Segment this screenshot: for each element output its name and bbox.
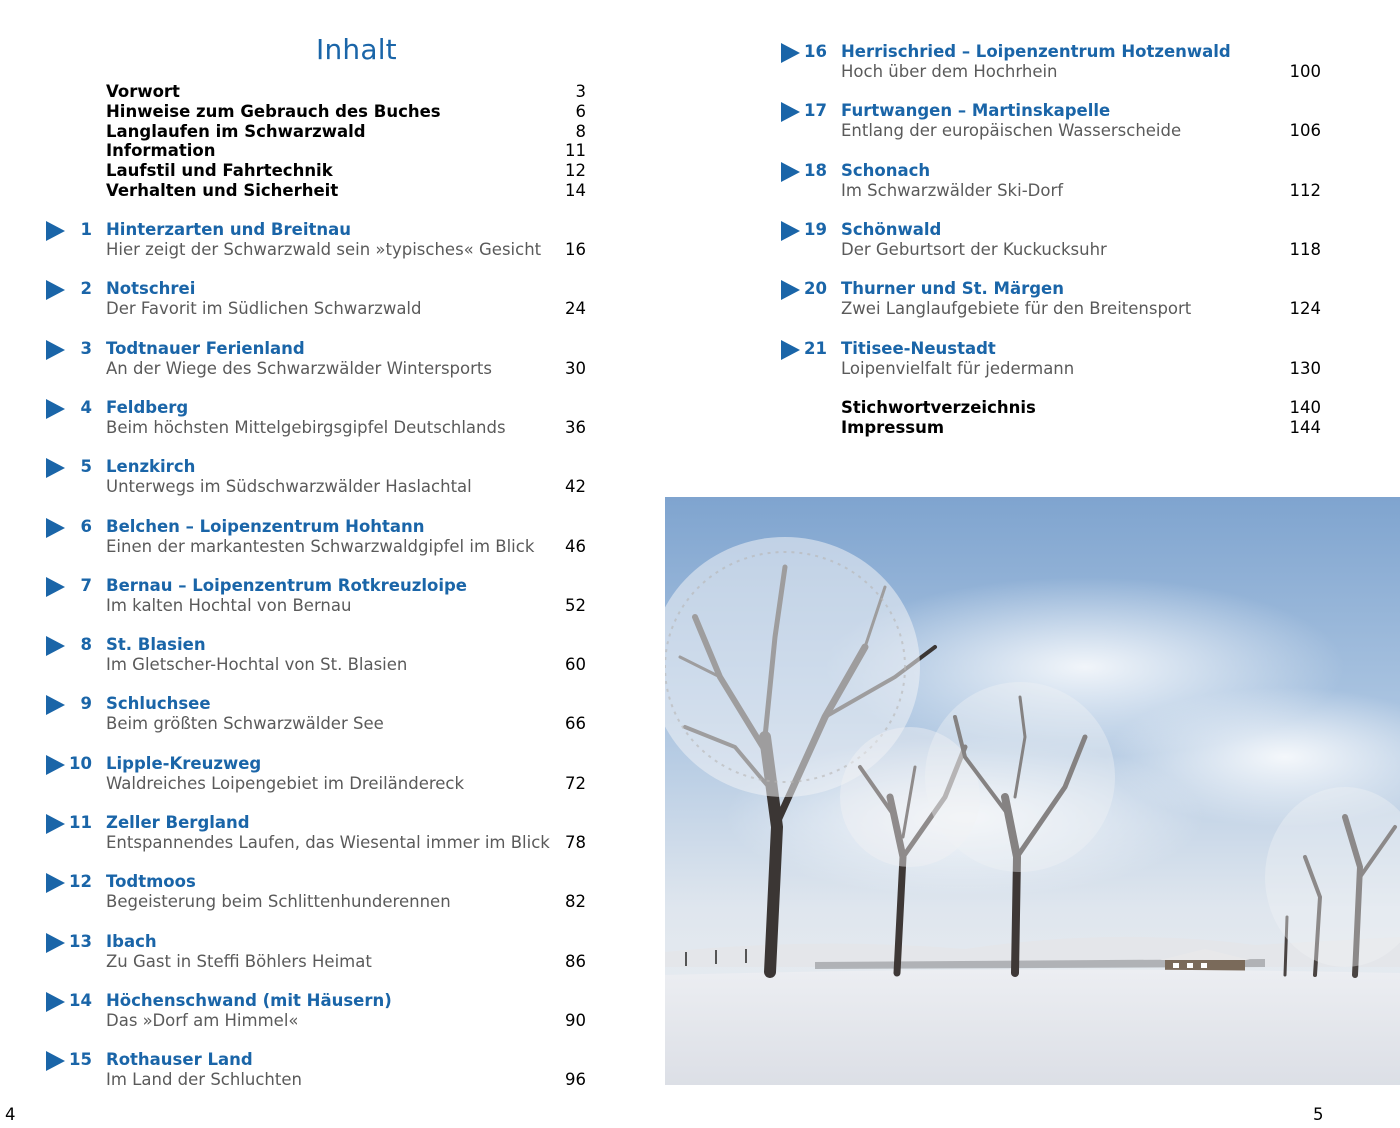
toc-tour-title: Hinterzarten und Breitnau (106, 220, 351, 239)
toc-tour-page: 24 (565, 299, 586, 319)
toc-tour-entry (46, 813, 586, 855)
toc-tour-page: 86 (565, 951, 586, 971)
toc-tour-title: Schluchsee (106, 694, 211, 714)
toc-tour-title: Schönwald (841, 219, 942, 239)
toc-tour-page: 100 (1289, 62, 1321, 81)
toc-tour-title: Lipple-Kreuzweg (106, 753, 262, 773)
snowy-trees-image (665, 497, 1400, 1085)
winter-landscape-photo (665, 497, 1400, 1085)
toc-front-item (106, 102, 586, 122)
toc-tour-entry (46, 932, 586, 974)
toc-tour-subtitle: Das »Dorf am Himmel« (106, 1010, 299, 1030)
toc-tour-title: Höchenschwand (mit Häusern) (106, 990, 392, 1010)
toc-tour-subtitle: Der Favorit im Südlichen Schwarzwald (106, 299, 422, 319)
toc-tour-subtitle: Hoch über dem Hochrhein (841, 62, 1058, 81)
toc-tour-title: Lenzkirch (106, 457, 196, 477)
toc-tour-subtitle: Einen der markantesten Schwarzwaldgipfel im Blick (106, 536, 535, 556)
toc-tour-title: Herrischried – Loipenzentrum Hotzenwald (841, 42, 1231, 61)
toc-tour-title: Ibach (106, 931, 157, 951)
toc-tour-number: 14 (69, 990, 92, 1010)
toc-tour-subtitle: Zu Gast in Steffi Böhlers Heimat (106, 951, 372, 971)
toc-front-item (106, 122, 586, 142)
toc-tour-number: 5 (80, 457, 92, 477)
toc-tour-page: 90 (565, 1010, 586, 1030)
toc-tour-page: 130 (1289, 358, 1321, 378)
toc-back-title: Impressum (841, 417, 945, 437)
toc-tour-number: 17 (804, 101, 827, 121)
toc-tour-title: Furtwangen – Martinskapelle (841, 101, 1111, 121)
toc-tour-page: 46 (565, 536, 586, 556)
toc-tour-entry (46, 872, 586, 914)
toc-tour-page: 66 (565, 714, 586, 734)
toc-tour-number: 11 (69, 813, 92, 832)
toc-tour-entry (781, 339, 1321, 381)
toc-tour-number: 4 (80, 397, 92, 417)
toc-back-item (841, 418, 1321, 438)
toc-tour-title: Feldberg (106, 397, 189, 417)
toc-tour-page: 96 (565, 1070, 586, 1090)
toc-tour-entry (46, 754, 586, 796)
toc-tour-subtitle: Im Land der Schluchten (106, 1070, 302, 1090)
toc-tour-subtitle: Der Geburtsort der Kuckucksuhr (841, 239, 1107, 259)
toc-tour-page: 106 (1289, 121, 1321, 141)
toc-front-item (106, 141, 586, 161)
toc-tour-page: 52 (565, 595, 586, 615)
toc-tour-page: 82 (565, 892, 586, 912)
toc-front-item (106, 161, 586, 181)
toc-tour-entry (781, 161, 1321, 203)
toc-front-title: Langlaufen im Schwarzwald (106, 121, 366, 141)
toc-tour-title: Zeller Bergland (106, 813, 250, 832)
toc-front-page: 12 (565, 161, 586, 181)
toc-back-title: Stichwortverzeichnis (841, 398, 1036, 417)
toc-tour-title: Todtmoos (106, 872, 196, 892)
toc-tour-number: 19 (804, 219, 827, 239)
toc-tour-entry (46, 991, 586, 1033)
toc-tour-page: 78 (565, 833, 586, 852)
toc-back-item (841, 398, 1321, 418)
toc-tour-entry (781, 42, 1321, 84)
toc-tour-subtitle: Loipenvielfalt für jedermann (841, 358, 1075, 378)
toc-tour-title: Titisee-Neustadt (841, 338, 996, 358)
toc-tour-entry (781, 101, 1321, 143)
toc-back-page: 140 (1289, 398, 1321, 417)
toc-tour-page: 124 (1289, 299, 1321, 319)
page-number-left: 4 (5, 1105, 16, 1124)
toc-tour-subtitle: Entspannendes Laufen, das Wiesental immer im Blick (106, 833, 550, 852)
toc-tour-title: Schonach (841, 160, 931, 180)
toc-tour-number: 8 (80, 635, 92, 655)
toc-tour-page: 42 (565, 477, 586, 497)
toc-tour-number: 18 (804, 160, 827, 180)
toc-tour-number: 13 (69, 931, 92, 951)
toc-tour-title: Belchen – Loipenzentrum Hohtann (106, 516, 425, 536)
toc-tour-subtitle: Beim größten Schwarzwälder See (106, 714, 384, 734)
toc-tour-number: 2 (80, 279, 92, 299)
toc-front-item (106, 181, 586, 201)
toc-tour-entry (46, 635, 586, 677)
toc-front-page: 6 (575, 101, 586, 121)
toc-tour-subtitle: Zwei Langlaufgebiete für den Breitensport (841, 299, 1192, 319)
toc-front-page: 11 (565, 141, 586, 161)
toc-tour-page: 30 (565, 358, 586, 378)
toc-tour-entry (46, 220, 586, 262)
toc-tour-entry (46, 1050, 586, 1092)
toc-tour-entry (46, 694, 586, 736)
page-number-right: 5 (1313, 1105, 1324, 1124)
toc-tour-title: Todtnauer Ferienland (106, 338, 305, 358)
toc-tour-entry (781, 279, 1321, 321)
toc-tour-entry (46, 457, 586, 499)
toc-front-title: Verhalten und Sicherheit (106, 180, 339, 200)
toc-tour-entry (46, 339, 586, 381)
toc-tour-title: St. Blasien (106, 635, 206, 655)
toc-tour-title: Notschrei (106, 279, 196, 299)
toc-tour-subtitle: An der Wiege des Schwarzwälder Wintersports (106, 358, 492, 378)
front-matter-list (106, 82, 586, 201)
toc-tour-title: Thurner und St. Märgen (841, 279, 1064, 299)
toc-tour-title: Bernau – Loipenzentrum Rotkreuzloipe (106, 575, 468, 595)
toc-front-title: Vorwort (106, 82, 180, 101)
toc-tour-subtitle: Im Gletscher-Hochtal von St. Blasien (106, 655, 408, 675)
toc-tour-number: 16 (804, 42, 827, 61)
toc-tour-number: 12 (69, 872, 92, 892)
toc-front-page: 3 (575, 82, 586, 101)
toc-tour-number: 9 (80, 694, 92, 714)
toc-back-page: 144 (1289, 417, 1321, 437)
toc-tour-subtitle: Unterwegs im Südschwarzwälder Haslachtal (106, 477, 472, 497)
back-matter-list (841, 398, 1321, 438)
toc-tour-number: 1 (80, 220, 92, 239)
toc-tour-entry (46, 398, 586, 440)
toc-tour-subtitle: Waldreiches Loipengebiet im Dreiländereck (106, 773, 465, 793)
toc-tour-number: 7 (80, 575, 92, 595)
toc-tour-number: 6 (80, 516, 92, 536)
toc-tour-number: 10 (69, 753, 92, 773)
toc-tour-page: 16 (565, 240, 586, 259)
toc-tour-page: 112 (1289, 180, 1321, 200)
toc-tour-subtitle: Entlang der europäischen Wasserscheide (841, 121, 1182, 141)
toc-tour-subtitle: Im Schwarzwälder Ski-Dorf (841, 180, 1064, 200)
toc-front-page: 8 (575, 121, 586, 141)
toc-tour-subtitle: Beim höchsten Mittelgebirgsgipfel Deutschlands (106, 417, 506, 437)
toc-tour-page: 36 (565, 417, 586, 437)
toc-tour-number: 15 (69, 1050, 92, 1070)
toc-front-page: 14 (565, 180, 586, 200)
toc-tour-subtitle: Im kalten Hochtal von Bernau (106, 595, 352, 615)
toc-tour-entry (46, 517, 586, 559)
toc-tour-title: Rothauser Land (106, 1050, 253, 1070)
toc-tour-page: 60 (565, 655, 586, 675)
toc-front-item (106, 82, 586, 102)
toc-tour-page: 118 (1289, 239, 1321, 259)
toc-tour-page: 72 (565, 773, 586, 793)
toc-tour-entry (781, 220, 1321, 262)
toc-front-title: Hinweise zum Gebrauch des Buches (106, 101, 441, 121)
toc-tour-subtitle: Begeisterung beim Schlittenhunderennen (106, 892, 451, 912)
toc-tour-number: 20 (804, 279, 827, 299)
toc-tour-entry (46, 576, 586, 618)
toc-tour-number: 21 (804, 338, 827, 358)
toc-tour-entry (46, 279, 586, 321)
toc-front-title: Information (106, 141, 216, 161)
page-title: Inhalt (316, 33, 397, 66)
toc-tour-subtitle: Hier zeigt der Schwarzwald sein »typisches« Gesicht (106, 240, 542, 259)
toc-front-title: Laufstil und Fahrtechnik (106, 161, 333, 181)
toc-tour-number: 3 (80, 338, 92, 358)
